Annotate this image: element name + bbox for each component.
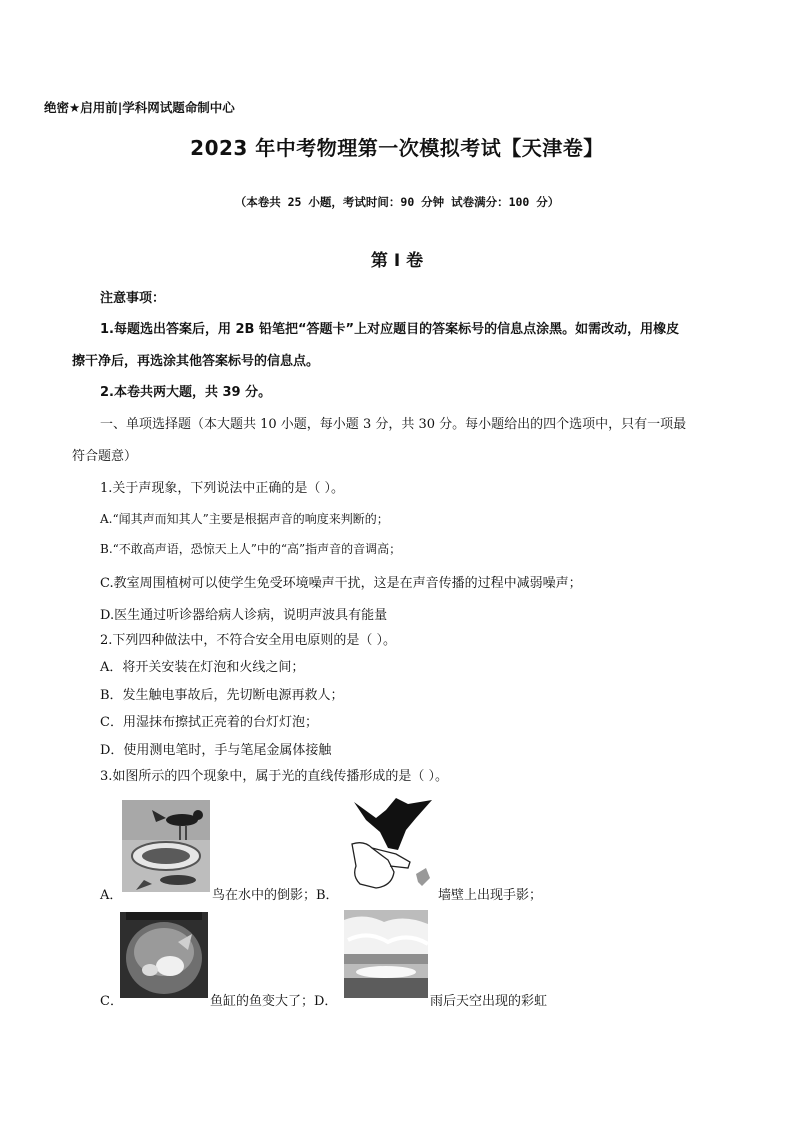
- fish-tank-image: [120, 912, 208, 998]
- hand-shadow-image: [346, 796, 436, 894]
- exam-subtitle: （本卷共 25 小题，考试时间：90 分钟 试卷满分：100 分）: [234, 195, 560, 209]
- q3-option-b-caption: 墙壁上出现手影；: [438, 888, 543, 903]
- rainbow-landscape-image: [344, 910, 428, 998]
- bird-reflection-image: [122, 800, 210, 892]
- q2-stem: 2.下列四种做法中，不符合安全用电原则的是（ ）。: [100, 633, 397, 648]
- notice-item-1-cont: 擦干净后，再选涂其他答案标号的信息点。: [72, 354, 320, 369]
- notice-item-1: 1.每题选出答案后，用 2B 铅笔把“答题卡”上对应题目的答案标号的信息点涂黑。如需改动，用橡皮: [100, 322, 680, 337]
- section-title: 第 I 卷: [370, 251, 424, 271]
- q2-option-c: C．用湿抹布擦拭正亮着的台灯灯泡；: [100, 715, 318, 730]
- page-title: 2023 年中考物理第一次模拟考试【天津卷】: [190, 136, 604, 160]
- part1-instructions: 一、单项选择题（本大题共 10 小题，每小题 3 分，共 30 分。每小题给出的四个选项中，只有一项最: [100, 417, 687, 432]
- q1-stem: 1.关于声现象，下列说法中正确的是（ ）。: [100, 481, 345, 496]
- q1-option-a: A.“闻其声而知其人”主要是根据声音的响度来判断的；: [100, 512, 389, 526]
- q1-option-c: C.教室周围植树可以使学生免受环境噪声干扰，这是在声音传播的过程中减弱噪声；: [100, 576, 582, 591]
- notice-heading: 注意事项：: [100, 291, 166, 306]
- q2-option-b: B．发生触电事故后，先切断电源再救人；: [100, 688, 344, 703]
- q1-option-b: B.“不敢高声语，恐惊天上人”中的“高”指声音的音调高；: [100, 542, 402, 556]
- q3-option-a-letter: A．: [100, 888, 123, 903]
- header-note: 绝密★启用前|学科网试题命制中心: [44, 100, 235, 115]
- q3-option-c-letter: C．: [100, 994, 123, 1009]
- q2-option-a: A．将开关安装在灯泡和火线之间；: [100, 660, 305, 675]
- q3-stem: 3.如图所示的四个现象中，属于光的直线传播形成的是（ ）。: [100, 769, 449, 784]
- q1-option-d: D.医生通过听诊器给病人诊病，说明声波具有能量: [100, 608, 388, 623]
- q3-option-a-caption: 鸟在水中的倒影；B．: [212, 888, 339, 903]
- part1-instructions-cont: 符合题意）: [72, 449, 138, 464]
- notice-item-2: 2.本卷共两大题，共 39 分。: [100, 385, 272, 400]
- q2-option-d: D．使用测电笔时，手与笔尾金属体接触: [100, 743, 332, 758]
- q3-option-c-caption: 鱼缸的鱼变大了；D．: [210, 994, 338, 1009]
- q3-option-d-caption: 雨后天空出现的彩虹: [430, 994, 548, 1009]
